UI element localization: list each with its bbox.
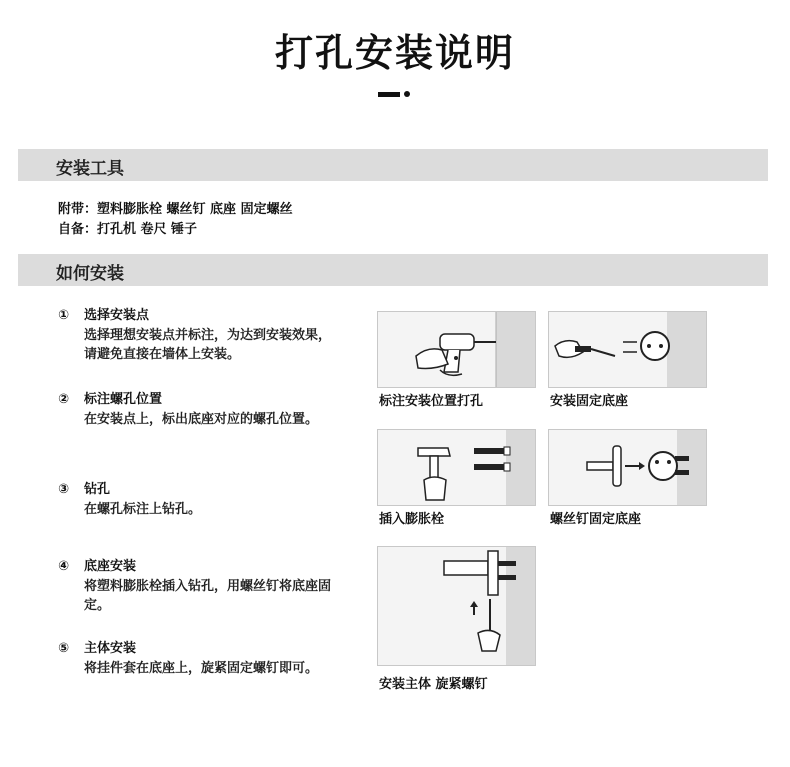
illustration-base-fixing <box>548 311 707 388</box>
step-description: 在安装点上，标出底座对应的螺孔位置。 <box>84 412 319 427</box>
step-number: ② <box>58 392 70 407</box>
illustration-caption: 标注安装位置打孔 <box>379 394 484 409</box>
hammer-icon <box>378 430 535 505</box>
illustration-caption: 安装主体 旋紧螺钉 <box>379 677 488 692</box>
page-title: 打孔安装说明 <box>274 31 515 75</box>
step-title: 主体安装 <box>84 641 137 656</box>
step-number: ④ <box>58 559 70 574</box>
step-title: 标注螺孔位置 <box>84 392 163 407</box>
step-description: 将塑料膨胀栓插入钻孔，用螺丝钉将底座固定。 <box>84 579 332 613</box>
tools-included: 附带：塑料膨胀栓 螺丝钉 底座 固定螺丝 <box>58 202 293 217</box>
step-number: ③ <box>58 482 70 497</box>
install-section-title: 如何安装 <box>56 264 124 284</box>
hex-key-icon <box>378 547 535 665</box>
illustration-caption: 安装固定底座 <box>550 394 629 409</box>
install-step <box>58 557 358 615</box>
step-number: ① <box>58 308 70 323</box>
install-step <box>58 639 358 678</box>
step-description: 选择理想安装点并标注，为达到安装效果，请避免直接在墙体上安装。 <box>84 328 332 362</box>
step-title: 钻孔 <box>84 482 111 497</box>
install-section-header <box>18 254 768 286</box>
illustration-caption: 插入膨胀栓 <box>379 512 445 527</box>
install-step <box>58 306 358 364</box>
tools-section-header <box>18 149 768 181</box>
screwdriver-icon <box>549 312 706 387</box>
step-title: 选择安装点 <box>84 308 150 323</box>
step-description: 在螺孔标注上钻孔。 <box>84 502 202 517</box>
step-title: 底座安装 <box>84 559 137 574</box>
step-number: ⑤ <box>58 641 70 656</box>
illustration-body-mount <box>377 546 536 666</box>
illustration-anchor-insert <box>377 429 536 506</box>
drill-icon <box>378 312 535 387</box>
base-screw-icon <box>549 430 706 505</box>
step-description: 将挂件套在底座上，旋紧固定螺钉即可。 <box>84 661 319 676</box>
install-step <box>58 480 358 519</box>
tools-self-provided: 自备：打孔机 卷尺 锤子 <box>58 222 198 237</box>
title-underline <box>378 92 412 98</box>
illustration-drilling <box>377 311 536 388</box>
tools-section-title: 安装工具 <box>56 159 124 179</box>
install-step <box>58 390 358 429</box>
illustration-caption: 螺丝钉固定底座 <box>550 512 642 527</box>
illustration-base-screw <box>548 429 707 506</box>
